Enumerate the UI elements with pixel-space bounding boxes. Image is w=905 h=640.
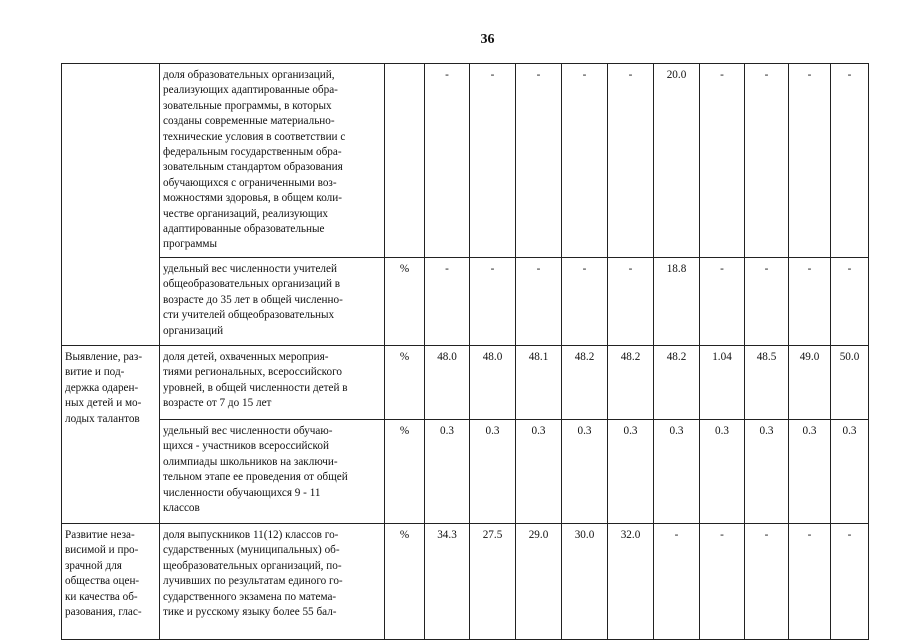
indicator-line: сударственного экзамена по матема- <box>163 590 337 603</box>
page-number: 36 <box>480 32 495 47</box>
section-line: витие и под- <box>65 366 125 379</box>
value-cell: 48.2 <box>654 346 700 420</box>
indicator-line: организаций <box>163 324 224 337</box>
indicator-line: удельный вес численности учителей <box>163 263 337 275</box>
value-cell: - <box>745 524 789 640</box>
value-cell: - <box>608 64 654 258</box>
indicator-line: щеобразовательных организаций, по- <box>163 559 342 572</box>
indicator-line: олимпиады школьников на заключи- <box>163 455 338 468</box>
value-cell: 34.3 <box>425 524 470 640</box>
indicator-line: удельный вес численности обучаю- <box>163 425 333 437</box>
value-cell: - <box>745 258 789 346</box>
value-cell: - <box>789 64 831 258</box>
value-cell: 50.0 <box>831 346 869 420</box>
unit-cell <box>385 64 425 258</box>
value-cell: 0.3 <box>516 420 562 524</box>
section-cell <box>62 64 160 346</box>
indicator-line: созданы современные материально- <box>163 115 335 128</box>
section-cell <box>62 524 160 640</box>
section-line: Развитие неза- <box>65 529 135 541</box>
value-cell: - <box>425 64 470 258</box>
value-cell: - <box>516 64 562 258</box>
indicator-line: лучивших по результатам единого го- <box>163 575 343 588</box>
value-cell: - <box>700 524 745 640</box>
value-cell: 0.3 <box>831 420 869 524</box>
value-cell: 48.1 <box>516 346 562 420</box>
indicator-cell <box>160 524 385 640</box>
value-cell: - <box>831 524 869 640</box>
value-cell: 29.0 <box>516 524 562 640</box>
indicator-line: сти учителей общеобразовательных <box>163 309 335 322</box>
indicator-cell <box>160 258 385 346</box>
indicators-table <box>61 63 869 640</box>
indicator-line: зовательные программы, в которых <box>163 99 332 112</box>
value-cell: - <box>789 258 831 346</box>
indicator-line: адаптированные образовательные <box>163 223 325 236</box>
value-cell: - <box>608 258 654 346</box>
value-cell: 0.3 <box>470 420 516 524</box>
table-row <box>62 64 869 258</box>
value-cell: - <box>516 258 562 346</box>
indicator-line: доля детей, охваченных мероприя- <box>163 351 329 363</box>
indicator-line: технические условия в соответствии с <box>163 130 346 143</box>
value-cell: 0.3 <box>700 420 745 524</box>
value-cell: 0.3 <box>789 420 831 524</box>
indicator-line: тике и русскому языку более 55 бал- <box>163 606 337 619</box>
value-cell: 48.2 <box>562 346 608 420</box>
table-row <box>62 420 869 524</box>
value-cell: - <box>831 258 869 346</box>
value-cell: 49.0 <box>789 346 831 420</box>
value-cell: 20.0 <box>654 64 700 258</box>
section-line: общества оцен- <box>65 575 140 588</box>
indicator-line: доля образовательных организаций, <box>163 69 335 81</box>
value-cell: 48.2 <box>608 346 654 420</box>
indicator-cell <box>160 64 385 258</box>
section-line: висимой и про- <box>65 544 139 557</box>
indicator-line: классов <box>163 502 200 515</box>
value-cell: 0.3 <box>654 420 700 524</box>
value-cell: - <box>470 64 516 258</box>
value-cell: - <box>700 64 745 258</box>
indicator-line: честве организаций, реализующих <box>163 207 329 220</box>
value-cell: - <box>700 258 745 346</box>
section-cell <box>62 346 160 524</box>
value-cell: - <box>831 64 869 258</box>
indicator-line: щихся - участников всероссийской <box>163 440 329 453</box>
value-cell: - <box>654 524 700 640</box>
value-cell: - <box>745 64 789 258</box>
value-cell: 0.3 <box>608 420 654 524</box>
value-cell: 18.8 <box>654 258 700 346</box>
table-row <box>62 258 869 346</box>
indicator-line: программы <box>163 238 217 251</box>
section-line: ки качества об- <box>65 590 138 603</box>
value-cell: - <box>470 258 516 346</box>
value-cell: 30.0 <box>562 524 608 640</box>
unit-cell: % <box>385 258 425 346</box>
value-cell: 32.0 <box>608 524 654 640</box>
indicator-line: численности обучающихся 9 - 11 <box>163 486 321 499</box>
section-line: держка одарен- <box>65 381 139 394</box>
value-cell: 0.3 <box>745 420 789 524</box>
table-row <box>62 346 869 420</box>
indicator-line: сударственных (муниципальных) об- <box>163 544 340 557</box>
unit-cell: % <box>385 524 425 640</box>
indicator-line: реализующих адаптированные обра- <box>163 84 338 97</box>
indicator-cell <box>160 420 385 524</box>
indicator-cell <box>160 346 385 420</box>
indicator-line: федеральным государственным обра- <box>163 146 342 159</box>
indicator-line: возрасте от 7 до 15 лет <box>163 397 272 410</box>
value-cell: - <box>789 524 831 640</box>
indicator-line: тельном этапе ее проведения от общей <box>163 471 348 484</box>
indicator-line: доля выпускников 11(12) классов го- <box>163 529 339 541</box>
value-cell: 48.0 <box>470 346 516 420</box>
value-cell: 1.04 <box>700 346 745 420</box>
unit-cell: % <box>385 346 425 420</box>
indicator-line: можностями здоровья, в общем коли- <box>163 192 342 205</box>
section-line: разования, глас- <box>65 606 142 619</box>
value-cell: 27.5 <box>470 524 516 640</box>
indicator-line: тиями региональных, всероссийского <box>163 366 343 379</box>
indicator-line: общеобразовательных организаций в <box>163 278 341 291</box>
indicator-line: зовательным стандартом образования <box>163 161 343 174</box>
value-cell: 0.3 <box>425 420 470 524</box>
value-cell: - <box>425 258 470 346</box>
value-cell: 48.0 <box>425 346 470 420</box>
section-line: ных детей и мо- <box>65 397 142 410</box>
value-cell: 0.3 <box>562 420 608 524</box>
indicator-line: обучающихся с ограниченными воз- <box>163 176 337 189</box>
value-cell: - <box>562 64 608 258</box>
section-line: лодых талантов <box>65 412 140 425</box>
value-cell: 48.5 <box>745 346 789 420</box>
indicator-line: возрасте до 35 лет в общей численно- <box>163 293 343 306</box>
table-row <box>62 524 869 640</box>
unit-cell: % <box>385 420 425 524</box>
indicator-line: уровней, в общей численности детей в <box>163 381 348 394</box>
section-line: Выявление, раз- <box>65 351 143 363</box>
section-line: зрачной для <box>65 559 122 572</box>
value-cell: - <box>562 258 608 346</box>
